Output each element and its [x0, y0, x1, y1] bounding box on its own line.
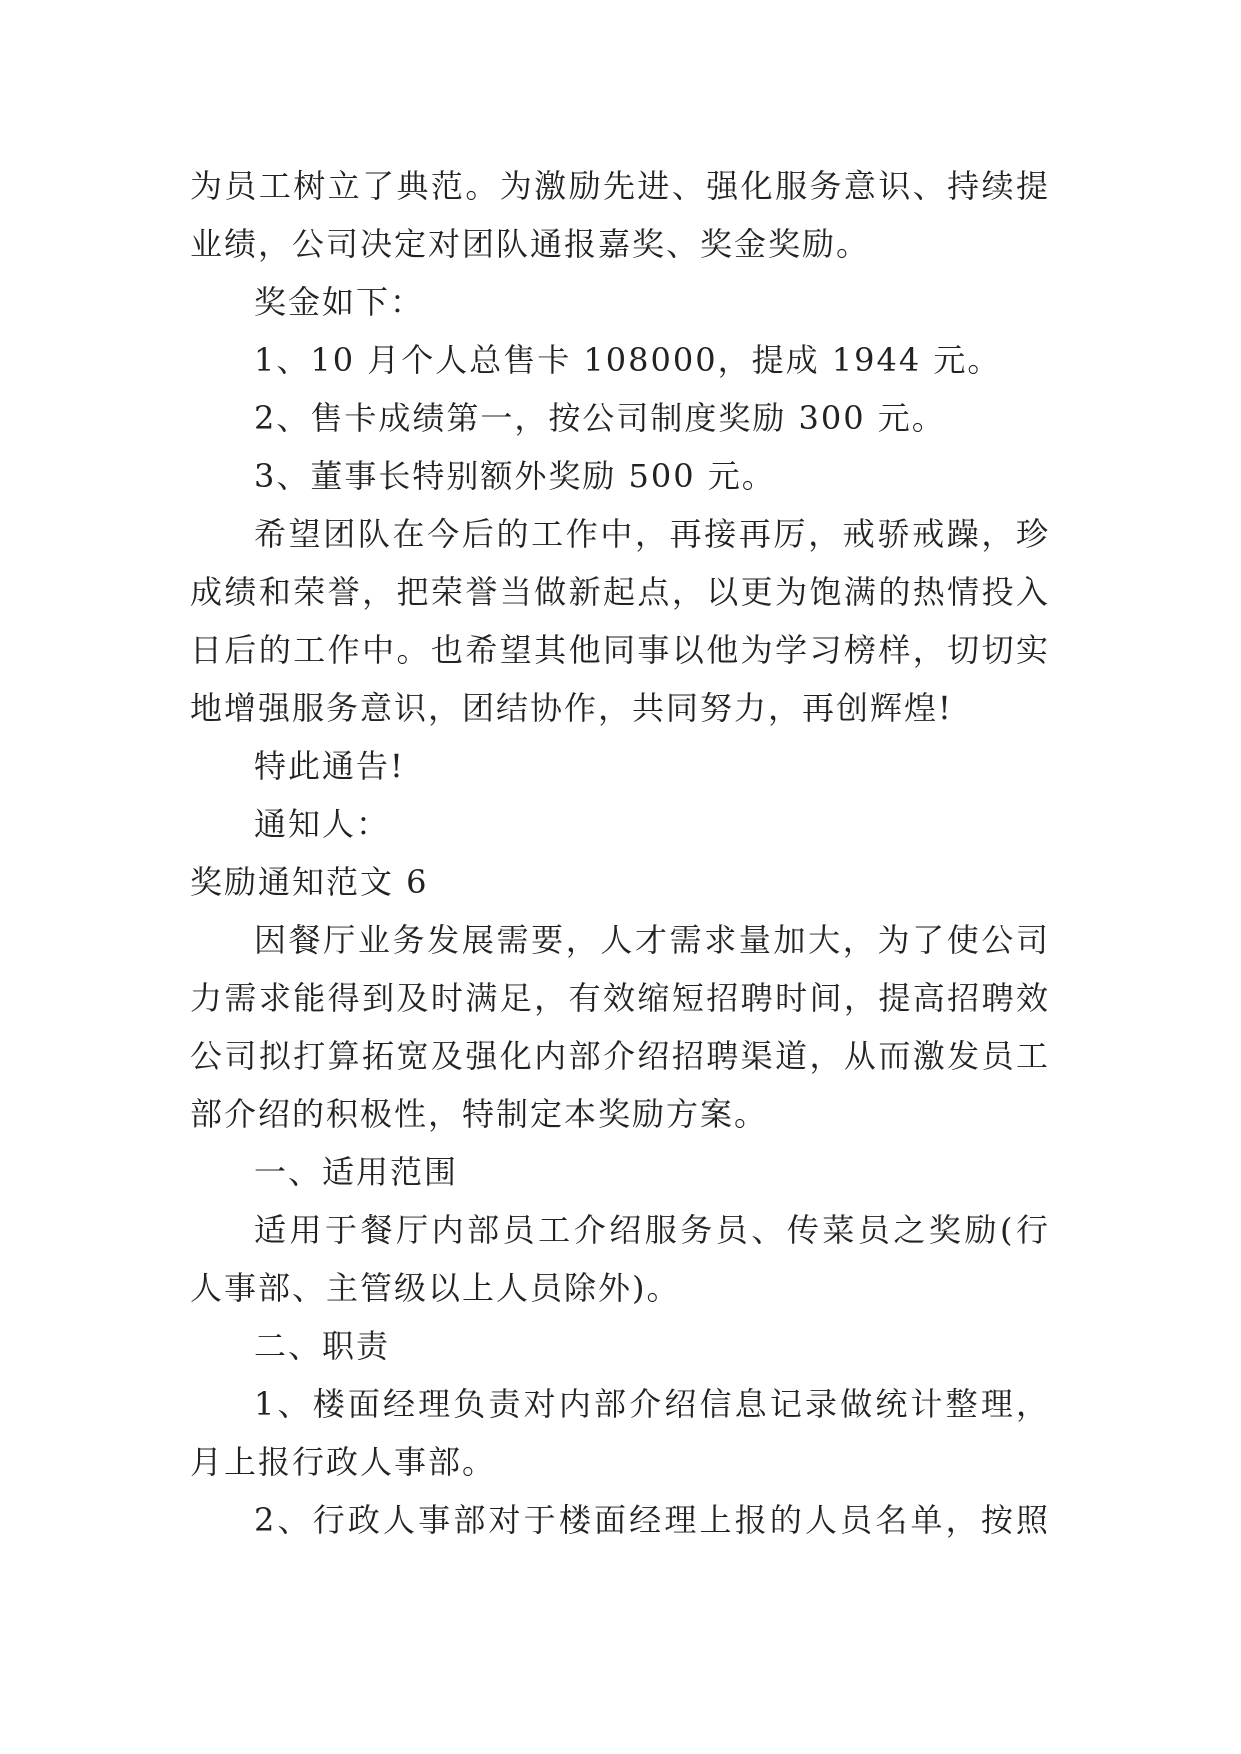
list-item: 3、董事长特别额外奖励 500 元。 [254, 457, 776, 495]
paragraph-line: 特此通告! [254, 747, 405, 785]
list-item: 2、售卡成绩第一，按公司制度奖励 300 元。 [254, 399, 946, 437]
paragraph-line: 地增强服务意识，团结协作，共同努力，再创辉煌! [190, 689, 953, 727]
paragraph-line: 适用于餐厅内部员工介绍服务员、传菜员之奖励(行 [254, 1211, 1050, 1249]
paragraph-line: 月上报行政人事部。 [190, 1443, 497, 1481]
paragraph-line: 成绩和荣誉，把荣誉当做新起点，以更为饱满的热情投入 [190, 573, 1050, 611]
paragraph-line: 因餐厅业务发展需要，人才需求量加大，为了使公司 [254, 921, 1050, 959]
paragraph-line: 奖金如下： [254, 283, 425, 321]
paragraph-line: 力需求能得到及时满足，有效缩短招聘时间，提高招聘效 [190, 979, 1050, 1017]
list-item: 2、行政人事部对于楼面经理上报的人员名单，按照 [254, 1501, 1050, 1539]
list-item: 1、10 月个人总售卡 108000，提成 1944 元。 [254, 341, 1002, 379]
subsection-heading: 一、适用范围 [254, 1153, 459, 1191]
paragraph-line: 日后的工作中。也希望其他同事以他为学习榜样，切切实 [190, 631, 1050, 669]
section-heading: 奖励通知范文 6 [190, 863, 429, 901]
paragraph-line: 业绩，公司决定对团队通报嘉奖、奖金奖励。 [190, 225, 871, 263]
paragraph-line: 希望团队在今后的工作中，再接再厉，戒骄戒躁，珍 [254, 515, 1050, 553]
paragraph-line: 部介绍的积极性，特制定本奖励方案。 [190, 1095, 769, 1133]
list-item: 1、楼面经理负责对内部介绍信息记录做统计整理， [254, 1385, 1050, 1423]
paragraph-line: 为员工树立了典范。为激励先进、强化服务意识、持续提 [190, 167, 1050, 205]
subsection-heading: 二、职责 [254, 1327, 391, 1365]
paragraph-line: 人事部、主管级以上人员除外)。 [190, 1269, 681, 1307]
paragraph-line: 公司拟打算拓宽及强化内部介绍招聘渠道，从而激发员工 [190, 1037, 1050, 1075]
paragraph-line: 通知人： [254, 805, 391, 843]
